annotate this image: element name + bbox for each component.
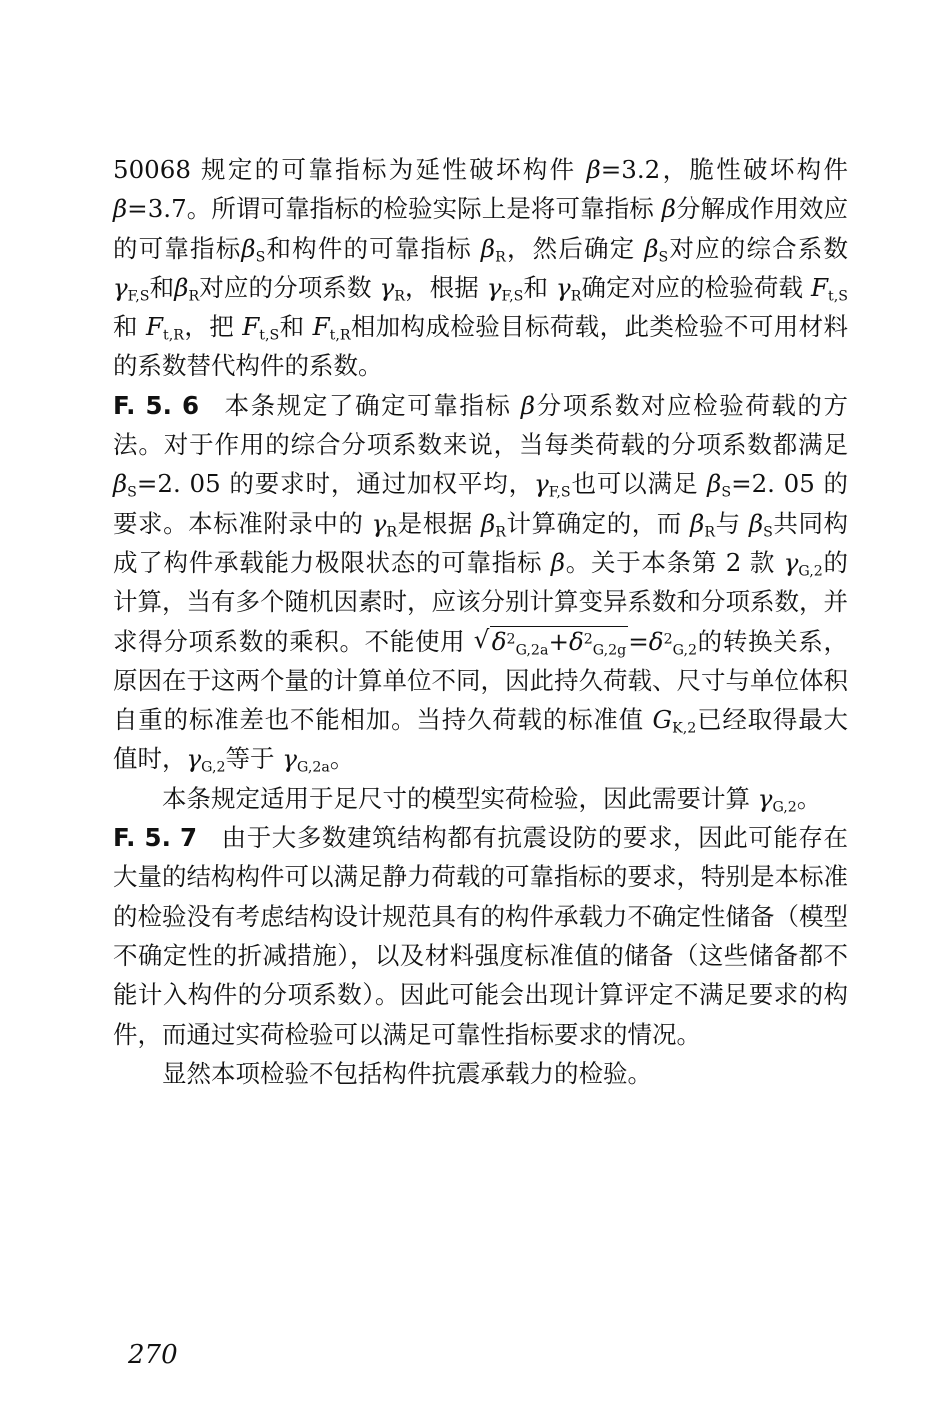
square-root-formula: √ $\delta^2_{G,2a}+\delta^2_{G,2g}$ (474, 622, 629, 661)
clause-number: F. 5. 6 (113, 390, 200, 420)
clause-f-5-6: F. 5. 6 本条规定了确定可靠指标 β分项系数对应检验荷载的方法。对于作用的综合分项系数来说，当每类荷载的分项系数都满足 $\beta_S=2$. 05 的要求时，通过加权平均，$\gamma_{F,S}$也可以满足 $\beta_S=2$. 05 的要求。本标准附录中的 $\gamma_R$是根据 $\beta_R$计算确定的，而 $\beta_R$与 $\beta_S$共同构成了构件承载能力极限状态的可靠指标 β。关于本条第 2 款 $\gamma_{G,2}$的计算，当有多个随机因素时，应该分别计算变异系数和分项系数，并求得分项系数的乘积。不能使用 √ $\delta^2_{G,2a}+\delta^2_{G,2g}=\delta^2_{G,2}$的转换关系，原因在于这两个量的计算单位不同，因此持久荷载、尺寸与单位体积自重的标准差也不能相加。当持久荷载的标准值 $G_{K,2}$已经取得最大值时，$\gamma_{G,2}$等于 $\gamma_{G,2a}$。 (113, 386, 848, 779)
paragraph-seismic: 显然本项检验不包括构件抗震承载力的检验。 (162, 1058, 652, 1088)
page-number: 270 (128, 1340, 178, 1370)
clause-number: F. 5. 7 (113, 823, 198, 853)
clause-f-5-7: F. 5. 7 由于大多数建筑结构都有抗震设防的要求，因此可能存在大量的结构构件可以满足静力荷载的可靠指标的要求，特别是本标准的检验没有考虑结构设计规范具有的构件承载力不确定性储备（模型不确定性的折减措施），以及材料强度标准值的储备（这些储备都不能计入构件的分项系数）。因此可能会出现计算评定不满足要求的构件，而通过实荷检验可以满足可靠性指标要求的情况。 (113, 823, 848, 1049)
paragraph-full-size-test: 本条规定适用于足尺寸的模型实荷检验，因此需要计算 $\gamma_{G,2}$。 (162, 783, 822, 815)
paragraph-intro: 50068 规定的可靠指标为延性破坏构件 β=3.2，脆性破坏构件 β=3.7。所谓可靠指标的检验实际上是将可靠指标 β分解成作用效应的可靠指标$\beta_S$和构件的可靠指标 $\beta_R$，然后确定 $\beta_S$对应的综合系数 $\gamma_{F,S}$和$\beta_R$对应的分项系数 $\gamma_R$，根据 $\gamma_{F,S}$和 $\gamma_R$确定对应的检验荷载 $F_{t,S}$和 $F_{t,R}$，把 $F_{t,S}$和 $F_{t,R}$相加构成检验目标荷载，此类检验不可用材料的系数替代构件的系数。 (113, 155, 849, 381)
body-text (113, 150, 848, 1093)
